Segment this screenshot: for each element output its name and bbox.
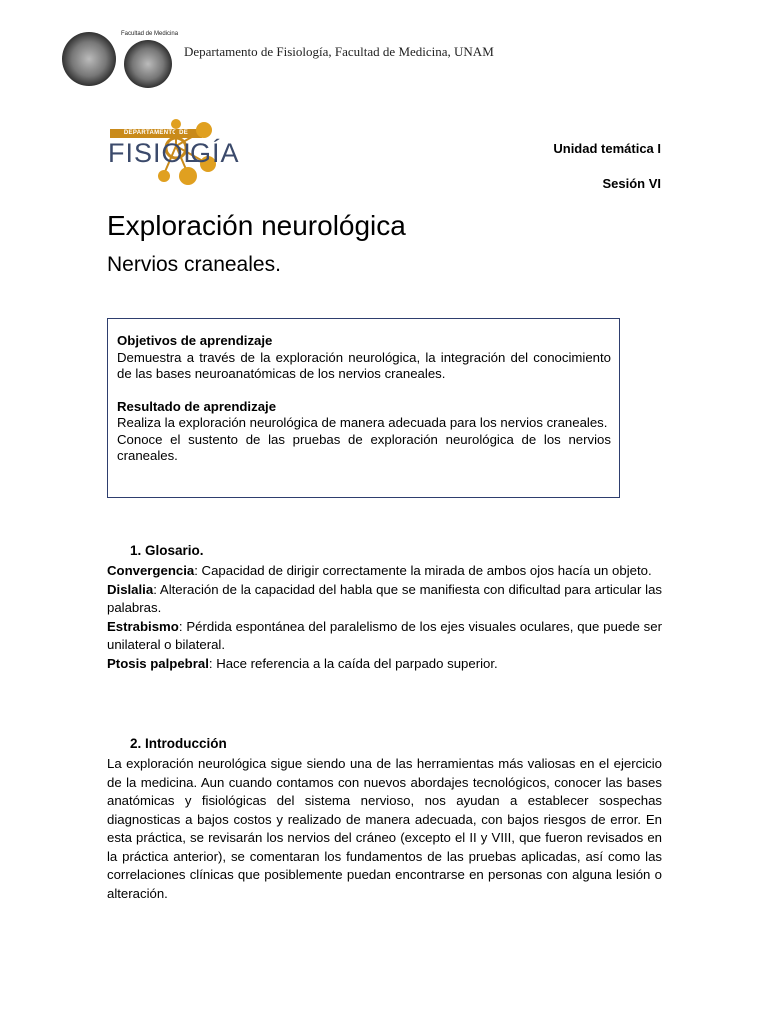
- unit-label: Unidad temática I: [553, 141, 661, 156]
- medicine-faculty-seal: [124, 40, 172, 88]
- glossary-term: Estrabismo: [107, 618, 179, 634]
- department-header: Departamento de Fisiología, Facultad de Medicina, UNAM: [184, 44, 494, 59]
- glossary-definition: : Capacidad de dirigir correctamente la mirada de ambos ojos hacía un objeto.: [194, 563, 652, 578]
- logo-top-text: DEPARTAMENTO DE: [110, 129, 202, 138]
- objectives-text: Demuestra a través de la exploración neurológica, la integración del conocimiento de las bases neuroanatómicas de los nervios craneales.: [117, 349, 611, 381]
- intro-paragraph: [107, 755, 662, 903]
- objectives-heading: Objetivos de aprendizaje: [117, 333, 273, 348]
- glossary-item: [107, 581, 662, 618]
- page-title: Exploración neurológica: [107, 210, 406, 241]
- glossary-item: [107, 655, 662, 674]
- logo-word-left: FISIOL: [108, 138, 200, 168]
- glossary-item: [107, 618, 662, 655]
- glossary-definition: : Alteración de la capacidad del habla que se manifiesta con dificultad para articular las palabras.: [107, 581, 662, 615]
- seal-caption: Facultad de Medicina: [121, 31, 179, 37]
- glossary-term: Dislalia: [107, 581, 154, 597]
- glossary-term: Convergencia: [107, 563, 195, 578]
- result-text-2: Conoce el sustento de las pruebas de exploración neurológica de los nervios craneales.: [117, 431, 611, 463]
- fisiologia-logo: [108, 118, 238, 188]
- session-label: Sesión VI: [602, 176, 661, 191]
- page-subtitle: Nervios craneales.: [107, 253, 281, 276]
- logo-word-right: GÍA: [190, 138, 240, 168]
- glossary-term: Ptosis palpebral: [107, 655, 209, 671]
- result-text-1: Realiza la exploración neurológica de manera adecuada para los nervios craneales.: [117, 415, 608, 430]
- intro-text: La exploración neurológica sigue siendo una de las herramientas más valiosas en el ejercicio de la medicina. Aun cuando contamos con nuevos abordajes tecnológicos, conocer las bases anatómicas y fisiológicas del sistema nervioso, nos ayudan a establecer sospechas diagnosticas a bajos costos y realizado de manera adecuada, con bajos riesgos de error. En esta práctica, se revisarán los nervios del cráneo (excepto el II y VIII, que fueron revisados en la práctica anterior), se comentaran los fundamentos de las pruebas aplicadas, así como las correlaciones clínicas que posiblemente puedan encontrarse en personas con alguna lesión o alteración.: [107, 756, 662, 901]
- glossary-definition: : Hace referencia a la caída del parpado superior.: [208, 655, 498, 671]
- objectives-box: [107, 318, 620, 498]
- glossary-item: [107, 562, 662, 581]
- intro-heading: 2. Introducción: [130, 736, 227, 751]
- glossary-definition: : Pérdida espontánea del paralelismo de los ejes visuales oculares, que puede ser unilateral o bilateral.: [107, 618, 662, 652]
- unam-seal: [62, 32, 116, 86]
- glossary-heading: 1. Glosario.: [130, 543, 204, 558]
- result-heading: Resultado de aprendizaje: [117, 398, 277, 414]
- glossary-list: [107, 562, 662, 673]
